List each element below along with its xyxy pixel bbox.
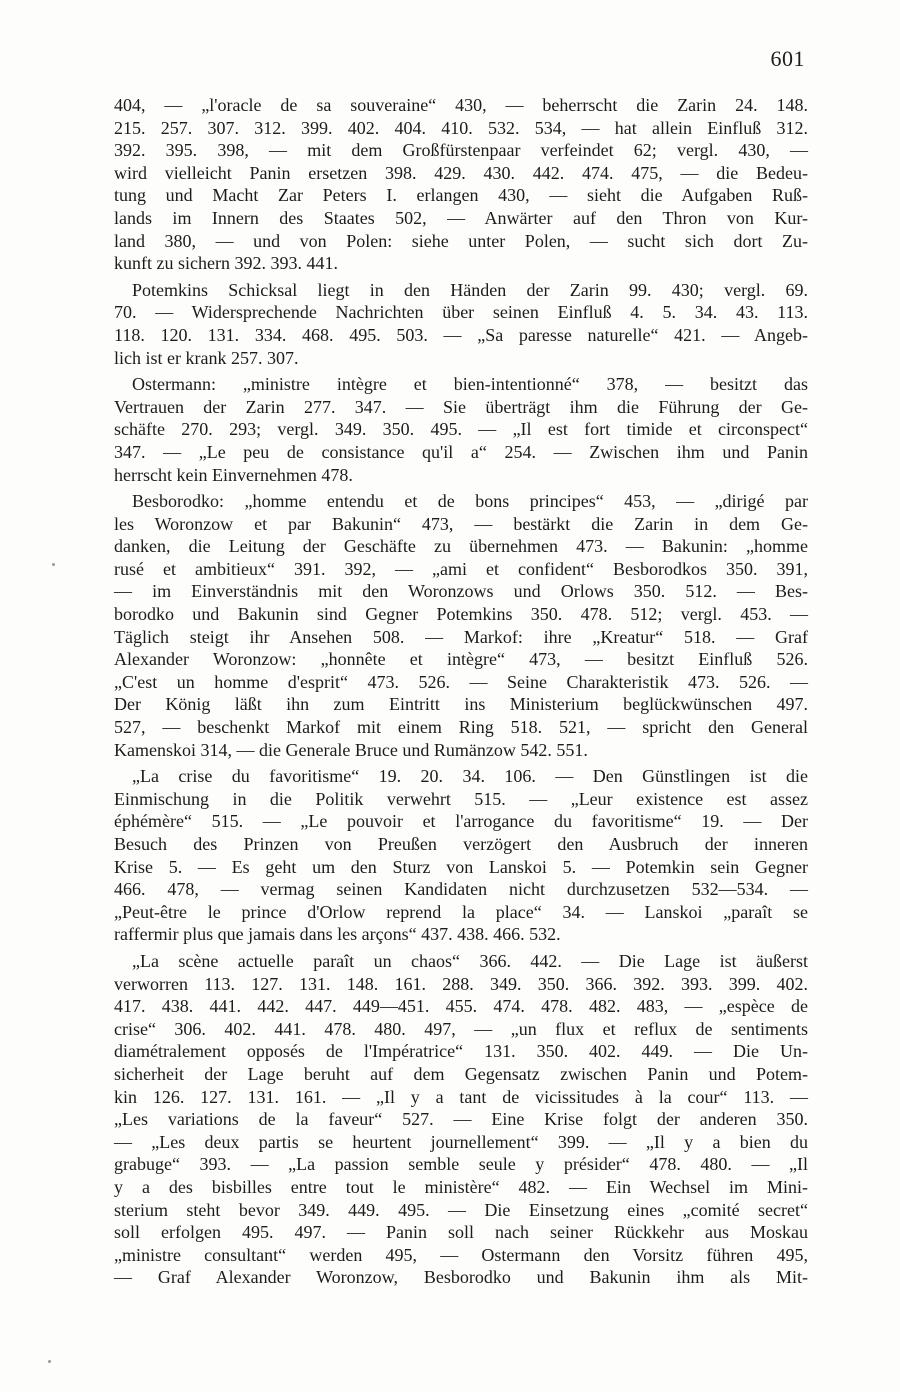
text-line: 392. 395. 398, — mit dem Großfürstenpaar verfeindet 62; vergl. 430, — (114, 140, 808, 161)
text-line: — „Les deux partis se heurtent journellement“ 399. — „Il y a bien du (114, 1131, 808, 1152)
text-line: 70. — Widersprechende Nachrichten über seinen Einfluß 4. 5. 34. 43. 113. (114, 302, 808, 323)
print-speck (48, 1360, 51, 1363)
text-line: rusé et ambitieux“ 391. 392, — „ami et confident“ Besborodkos 350. 391, (114, 558, 808, 579)
text-line: grabuge“ 393. — „La passion semble seule y présider“ 478. 480. — „Il (114, 1154, 808, 1175)
text-line: tung und Macht Zar Peters I. erlangen 430, — sieht die Aufgaben Ruß- (114, 185, 808, 206)
text-line: danken, die Leitung der Geschäfte zu übernehmen 473. — Bakunin: „homme (114, 536, 808, 557)
paragraph (114, 490, 808, 761)
text-line: herrscht kein Einvernehmen 478. (114, 464, 353, 485)
text-line: 215. 257. 307. 312. 399. 402. 404. 410. 532. 534, — hat allein Einfluß 312. (114, 117, 808, 138)
text-line: Ostermann: „ministre intègre et bien-intentionné“ 378, — besitzt das (132, 374, 808, 395)
text-line: Besborodko: „homme entendu et de bons principes“ 453, — „dirigé par (132, 491, 808, 512)
text-line: „C'est un homme d'esprit“ 473. 526. — Seine Charakteristik 473. 526. — (114, 671, 808, 692)
text-line: Der König läßt ihn zum Eintritt ins Ministerium beglückwünschen 497. (114, 694, 808, 715)
text-line: lich ist er krank 257. 307. (114, 347, 299, 368)
text-line: y a des bisbilles entre tout le ministère“ 482. — Ein Wechsel im Mini- (114, 1176, 808, 1197)
text-line: 404, — „l'oracle de sa souveraine“ 430, — beherrscht die Zarin 24. 148. (114, 95, 808, 115)
text-line: 347. — „Le peu de consistance qu'il a“ 254. — Zwischen ihm und Panin (114, 441, 808, 462)
text-line: 417. 438. 441. 442. 447. 449—451. 455. 474. 478. 482. 483, — „espèce de (114, 996, 808, 1017)
text-line: wird vielleicht Panin ersetzen 398. 429. 430. 442. 474. 475, — die Bedeu- (114, 162, 808, 183)
paragraph (114, 279, 808, 369)
text-line: Kamenskoi 314, — die Generale Bruce und Rumänzow 542. 551. (114, 739, 588, 760)
text-line: — im Einverständnis mit den Woronzows und Orlows 350. 512. — Bes- (114, 581, 808, 602)
paragraph (114, 94, 808, 275)
text-line: Täglich steigt ihr Ansehen 508. — Markof: ihre „Kreatur“ 518. — Graf (114, 626, 808, 647)
text-line: les Woronzow et par Bakunin“ 473, — bestärkt die Zarin in dem Ge- (114, 513, 808, 534)
text-line: „Peut-être le prince d'Orlow reprend la place“ 34. — Lanskoi „paraît se (114, 901, 808, 922)
text-line: „Les variations de la faveur“ 527. — Eine Krise folgt der anderen 350. (114, 1109, 808, 1130)
text-line: 527, — beschenkt Markof mit einem Ring 518. 521, — spricht den General (114, 717, 808, 738)
text-line: sicherheit der Lage beruht auf dem Gegensatz zwischen Panin und Potem- (114, 1063, 808, 1084)
paragraph (114, 950, 808, 1289)
text-line: — Graf Alexander Woronzow, Besborodko und Bakunin ihm als Mit- (114, 1267, 808, 1288)
text-line: Krise 5. — Es geht um den Sturz von Lanskoi 5. — Potemkin sein Gegner (114, 856, 808, 877)
text-line: sterium steht bevor 349. 449. 495. — Die Einsetzung eines „comité secret“ (114, 1199, 808, 1220)
text-line: Potemkins Schicksal liegt in den Händen der Zarin 99. 430; vergl. 69. (132, 279, 808, 300)
text-line: soll erfolgen 495. 497. — Panin soll nach seiner Rückkehr aus Moskau (114, 1222, 808, 1243)
print-speck (52, 563, 55, 566)
text-line: borodko und Bakunin sind Gegner Potemkins 350. 478. 512; vergl. 453. — (114, 604, 808, 625)
text-line: „La scène actuelle paraît un chaos“ 366. 442. — Die Lage ist äußerst (132, 950, 808, 971)
page-number: 601 (770, 46, 805, 71)
paragraph (114, 765, 808, 946)
paragraph (114, 373, 808, 486)
text-line: kunft zu sichern 392. 393. 441. (114, 253, 338, 274)
index-text (114, 94, 808, 1289)
text-line: kin 126. 127. 131. 161. — „Il y a tant de vicissitudes à la cour“ 113. — (114, 1086, 808, 1107)
text-line: 466. 478, — vermag seinen Kandidaten nicht durchzusetzen 532—534. — (114, 879, 808, 900)
text-line: Alexander Woronzow: „honnête et intègre“ 473, — besitzt Einfluß 526. (114, 649, 808, 670)
text-line: 118. 120. 131. 334. 468. 495. 503. — „Sa paresse naturelle“ 421. — Angeb- (114, 324, 808, 345)
text-line: lands im Innern des Staates 502, — Anwärter auf den Thron von Kur- (114, 207, 808, 228)
text-line: crise“ 306. 402. 441. 478. 480. 497, — „un flux et reflux de sentiments (114, 1018, 808, 1039)
text-line: raffermir plus que jamais dans les arçons“ 437. 438. 466. 532. (114, 924, 561, 945)
text-line: Besuch des Prinzen von Preußen verzögert den Ausbruch der inneren (114, 834, 808, 854)
text-line: Einmischung in die Politik verwehrt 515. — „Leur existence est assez (114, 788, 808, 809)
text-line: „ministre consultant“ werden 495, — Ostermann den Vorsitz führen 495, (114, 1244, 808, 1265)
text-line: schäfte 270. 293; vergl. 349. 350. 495. — „Il est fort timide et circonspect“ (114, 419, 808, 440)
text-line: éphémère“ 515. — „Le pouvoir et l'arrogance du favoritisme“ 19. — Der (114, 811, 808, 832)
text-line: „La crise du favoritisme“ 19. 20. 34. 106. — Den Günstlingen ist die (132, 766, 808, 787)
text-line: verworren 113. 127. 131. 148. 161. 288. 349. 350. 366. 392. 393. 399. 402. (114, 973, 808, 994)
text-line: diamétralement opposés de l'Impératrice“ 131. 350. 402. 449. — Die Un- (114, 1041, 808, 1062)
text-line: Vertrauen der Zarin 277. 347. — Sie überträgt ihm die Führung der Ge- (114, 396, 808, 417)
text-line: land 380, — und von Polen: siehe unter Polen, — sucht sich dort Zu- (114, 230, 808, 251)
